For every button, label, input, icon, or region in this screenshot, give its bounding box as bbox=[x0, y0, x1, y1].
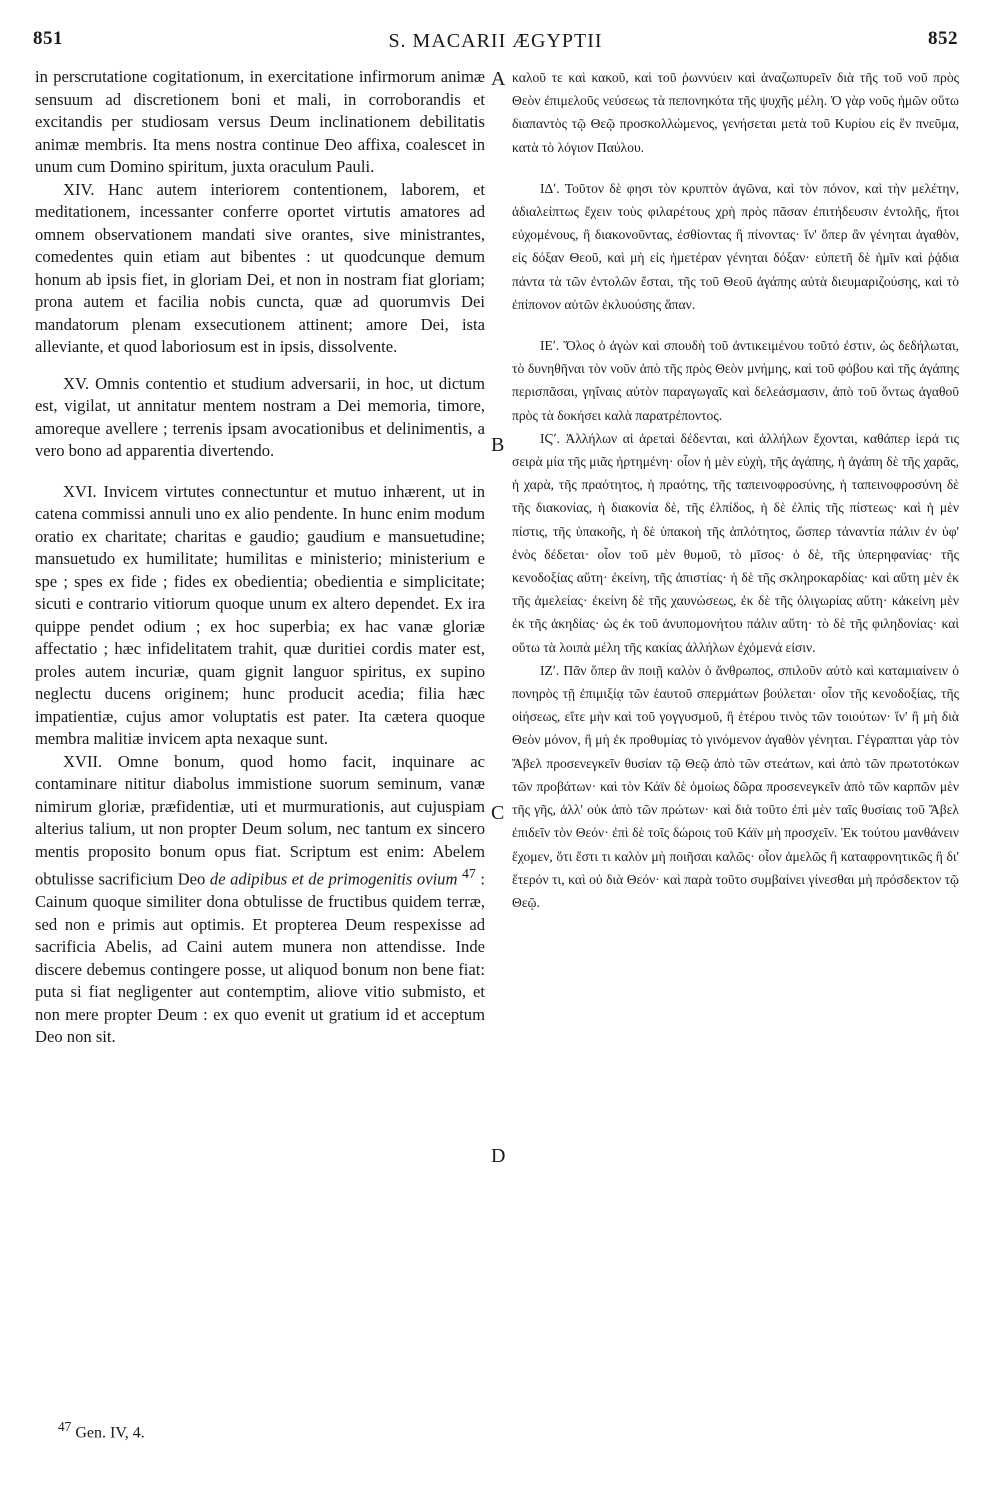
margin-marker-b: B bbox=[491, 434, 505, 456]
greek-column bbox=[512, 66, 959, 914]
latin-paragraph-continued: in perscrutatione cogitationum, in exercitatione infirmorum animæ sensuum ad discretionem boni et mali, in corroborandis et excitandis per studiosam versus Deum inclinationem debilitatis animæ membris. Ita mens nostra continue Deo affixa, coalescet in unum cum Domino spiritum, juxta oraculum Pauli. bbox=[35, 67, 485, 176]
latin-xvii-text-a: XVII. Omne bonum, quod homo facit, inquinare ac contaminare nititur diabolus immistione suorum seminum, vanæ nimirum gloriæ, præfidentiæ, uti et murmurationis, aut cujuspiam alterius talium, ut non propter Deum solum, nec tantum ex sincero mentis proposito bonum opus fiat. Scriptum est enim: Abelem obtulisse sacrificium Deo bbox=[35, 751, 485, 889]
greek-paragraph-16: ΙϚʹ. Ἀλλήλων αἱ ἀρεταὶ δέδενται, καὶ ἀλλήλων ἔχονται, καθάπερ ἱερά τις σειρὰ μία τῆς μιᾶς ἠρτημένη· οἷον ἡ μὲν εὐχὴ, τῆς ἀγάπης, ἡ ἀγάπη δὲ τῆς χαρᾶς, ἡ χαρὰ, τῆς πραότητος, ἡ πραότης, τῆς ταπεινοφροσύνης, ἡ ταπεινοφροσύνη δὲ τῆς διακονίας, ἡ διακονία δὲ, τῆς ἐλπίδος, ἡ δὲ ἐλπὶς τῆς πίστεως· καὶ ἡ μὲν πίστις, τῆς ὑπακοῆς, ἡ δὲ ὑπακοὴ τῆς ἁπλότητος, ὥσπερ τἀναντία πάλιν ἐν ὑφ' ἑνὸς δέδεται· οἷον τοῦ μὲν θυμοῦ, τὸ μῖσος· ὁ δὲ, τῆς ὑπερηφανίας· τῆς κενοδοξίας αὕτη· ἐκείνη, τῆς ἀπιστίας· ἡ δὲ τῆς σκληροκαρδίας· καὶ αὕτη μὲν ἐκ τῆς ἀμελείας· ἐκείνη δὲ τῆς χαυνώσεως, ἐκ δὲ τῆς ὀλιγωρίας αὕτη· κἀκείνη μὲν ἐκ τῆς ἀκηδίας· ὡς ἐκ τοῦ ἀνυπομονήτου πάλιν αὕτη· τὸ δὲ τῆς φιληδονίας· καὶ οὕτω τὰ λοιπὰ μέλη τῆς κακίας ἀλλήλων ἐχόμενά εἰσιν. bbox=[512, 430, 959, 655]
running-title: S. MACARII ÆGYPTII bbox=[388, 30, 603, 52]
greek-paragraph-17: ΙΖʹ. Πᾶν ὅπερ ἂν ποιῇ καλὸν ὁ ἄνθρωπος, σπιλοῦν αὐτὸ καὶ καταμιαίνειν ὁ πονηρὸς τῇ ἐπιμιξίᾳ τῶν ἑαυτοῦ σπερμάτων βούλεται· οἷον τῆς κενοδοξίας, τῆς οἰήσεως, εἴτε μὴν καὶ τοῦ γογγυσμοῦ, ἢ ἑτέρου τινὸς τῶν τοιούτων· ἵν' ἢ μὴ διὰ Θεὸν μόνον, ἢ μὴ ἐκ προθυμίας τὸ γινόμενον ἀγαθὸν γένηται. Γέγραπται γὰρ τὸν Ἄβελ προσενεγκεῖν θυσίαν τῷ Θεῷ ἀπὸ τῶν στεάτων, καὶ ἀπὸ τῶν πρωτοτόκων τῶν προβάτων· καὶ τὸν Κάϊν δὲ ὁμοίως δῶρα προσενεγκεῖν ἀπὸ τῶν καρπῶν μὲν τῆς γῆς, ἀλλ' οὐκ ἀπὸ τῶν πρώτων· καὶ διὰ τοῦτο ἐπὶ μὲν ταῖς θυσίαις τοῦ Ἄβελ ἐπιδεῖν τὸν Θεόν· ἐπὶ δὲ τοῖς δώροις τοῦ Κάϊν μὴ προσχεῖν. Ἐκ τούτου μανθάνειν ἔχομεν, ὅτι ἔστι τι καλὸν μὴ ποιῆσαι καλῶς· οἷον ἀμελῶς ἢ καταφρονητικῶς ἢ δι' ἕτερόν τι, καὶ οὐ διὰ Θεόν· καὶ παρὰ τοῦτο συμβαίνει γίνεσθαι μὴ πρόσδεκτον τῷ Θεῷ. bbox=[512, 662, 959, 910]
latin-paragraph-xv: XV. Omnis contentio et studium adversarii, in hoc, ut dictum est, vigilat, ut annitatur mentem nostram a Dei memoria, timore, amoreque avellere ; terrenis ipsam avocationibus et delinimentis, a vero bono ad apparentia divertendo. bbox=[35, 373, 485, 460]
footnote-reference: 47 bbox=[462, 866, 476, 881]
latin-column bbox=[35, 66, 485, 1049]
left-page-number: 851 bbox=[33, 28, 63, 49]
latin-xvii-quotation: de adipibus et de primogenitis ovium bbox=[209, 869, 458, 889]
footnote-number: 47 bbox=[58, 1419, 72, 1434]
footnote-text: Gen. IV, 4. bbox=[75, 1424, 145, 1442]
footnote bbox=[58, 1419, 145, 1442]
greek-paragraph-continued: καλοῦ τε καὶ κακοῦ, καὶ τοῦ ῥωννύειν καὶ ἀναζωπυρεῖν διὰ τῆς τοῦ νοῦ πρὸς Θεὸν ἐπιμελοῦς νεύσεως τὰ πεπονηκότα τῆς ψυχῆς μέλη. Ὁ γὰρ νοῦς ἡμῶν οὕτω διαπαντὸς τῷ Θεῷ προσκολλώμενος, γενήσεται μετὰ τοῦ Κυρίου εἰς ἓν πνεῦμα, κατὰ τὸ λόγιον Παύλου. bbox=[512, 70, 959, 155]
margin-marker-c: C bbox=[491, 802, 505, 824]
latin-paragraph-xvii bbox=[35, 751, 485, 1049]
right-page-number: 852 bbox=[928, 28, 958, 49]
greek-paragraph-15: ΙΕʹ. Ὅλος ὁ ἀγὼν καὶ σπουδὴ τοῦ ἀντικειμένου τοῦτό ἐστιν, ὡς δεδήλωται, τὸ δυνηθῆναι τὸν νοῦν ἀπὸ τῆς πρὸς Θεὸν μνήμης, καὶ τοῦ φόβου καὶ τῆς ἀγάπης περισπᾶσαι, γηΐναις αὐτὸν παραγωγαῖς καὶ δελεάσμασιν, ἀπὸ τοῦ ὄντως ἀγαθοῦ πρὸς τὰ δοκήσει καλὰ παρατρέποντος. bbox=[512, 338, 959, 423]
greek-paragraph-14: ΙΔʹ. Τοῦτον δὲ φησι τὸν κρυπτὸν ἀγῶνα, καὶ τὸν πόνον, καὶ τὴν μελέτην, ἀδιαλείπτως ἔχειν τοὺς φιλαρέτους χρὴ πρὸς πᾶσαν ἐπιτήδευσιν ἐντολῆς, ἤτοι εὐχομένους, ἢ διακονοῦντας, ἐσθίοντας ἢ πίνοντας· ἵν' ὅπερ ἂν γένηται ἀγαθὸν, εἰς δόξαν Θεοῦ, καὶ μὴ εἰς ἡμετέραν γένηται δόξαν· εὐπετῆ δὲ ἡμῖν καὶ ῥᾴδια πάντα τὰ τῶν ἐντολῶν ἔσται, τῆς τοῦ Θεοῦ ἀγάπης αὐτὰ διευμαριζούσης, καὶ τὸ ἐπίπονον αὐτῶν ἐκλυούσης ἅπαν. bbox=[512, 180, 959, 312]
margin-marker-a: A bbox=[491, 68, 506, 90]
margin-marker-d: D bbox=[491, 1145, 506, 1167]
latin-paragraph-xvi: XVI. Invicem virtutes connectuntur et mutuo inhærent, ut in catena commissi annuli uno ex alio pendente. In hunc enim modum oratio ex charitate; charitas e gaudio; gaudium e mansuetudine; mansuetudo ex humilitate; humilitas e ministerio; ministerium e spe ; spes ex fide ; fides ex obedientia; obedientia e simplicitate; sicuti e contrario vitiorum quoque unum ex altero dependet. Ex ira quippe pendet odium ; ex hoc superbia; ex hac vanæ gloriæ affectatio ; hæc infidelitatem trahit, quæ duritiei cordis mater est, proles autem incuriæ, quam gignit languor spiritus, ex supino neglectu ducens originem; hunc producit acedia; filia hæc impatientiæ, cujus amor voluptatis est pater. Ita cætera quoque membra malitiæ invicem apta nexaque sunt. bbox=[35, 481, 485, 748]
latin-xvii-text-b: : Cainum quoque similiter dona obtulisse de fructibus quidem terræ, sed non e primis aut optimis. Et propterea Deum respexisse ad sacrificia Abelis, ad Caini autem munera non attendisse. Inde discere debemus contingere posse, ut aliquod bonum non bene fiat: puta si fiat negligenter aut contemptim, aliove vitio submisto, et non mere propter Deum : ex quo evenit ut gratium id et acceptum Deo non sit. bbox=[35, 869, 485, 1047]
latin-paragraph-xiv: XIV. Hanc autem interiorem contentionem, laborem, et meditationem, incessanter conferre oportet virtutis amatores ad omnem observationem mandati sive orantes, sive ministrantes, comedentes quin etiam aut bibentes : ut quodcunque demum honum ab ipsis fiet, in gloriam Dei, et non in nostram fiat gloriam; prona autem et facilia nobis cuncta, quæ ad quorumvis Dei mandatorum plenam exsecutionem attinent; amore Dei, ista alleviante, et quod laboriosum est in ipsis, dissolvente. bbox=[35, 179, 485, 356]
